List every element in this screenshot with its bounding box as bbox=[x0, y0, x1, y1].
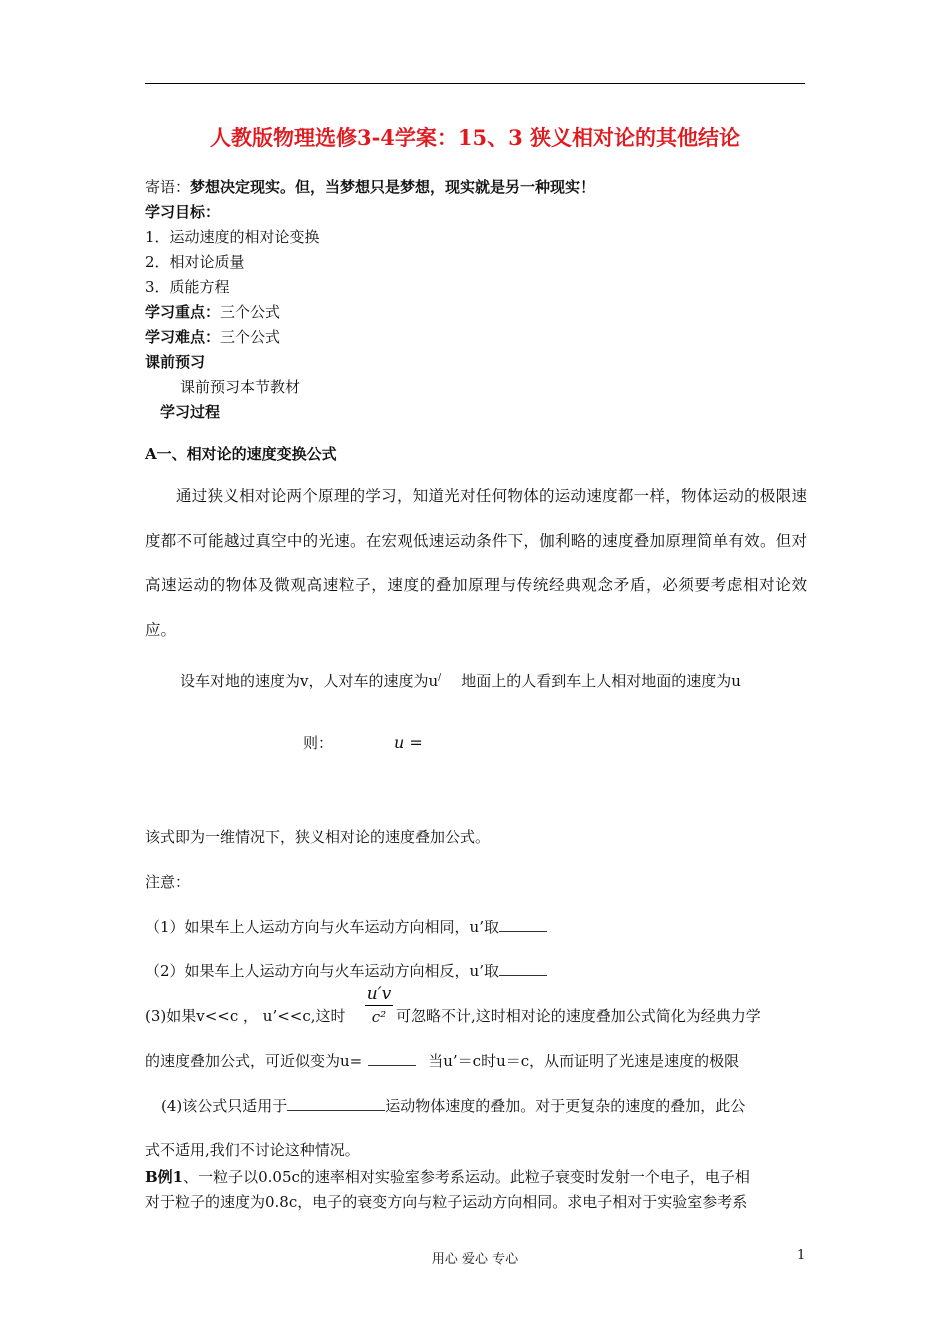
section-a-heading: A一、相对论的速度变换公式 bbox=[145, 445, 337, 463]
key-point-label: 学习重点： bbox=[145, 303, 221, 321]
preview-heading: 课前预习 bbox=[145, 353, 206, 371]
motto bbox=[145, 177, 595, 197]
example-label: B例1 bbox=[145, 1168, 184, 1186]
note-2 bbox=[145, 961, 547, 981]
answer-blank[interactable] bbox=[499, 917, 547, 932]
note-4-b: 运动物体速度的叠加。对于更复杂的速度的叠加，此公 bbox=[385, 1097, 746, 1115]
fraction-uv-over-c2 bbox=[365, 984, 393, 1026]
note-3-line2-b: 当u’＝c时u＝c，从而证明了光速是速度的极限 bbox=[428, 1052, 740, 1070]
note-1 bbox=[145, 917, 547, 937]
difficulty-text: 三个公式 bbox=[220, 328, 281, 346]
setup-line bbox=[180, 668, 741, 691]
example-line-2: 对于粒子的速度为0.8c，电子的衰变方向与粒子运动方向相同。求电子相对于实验室参考系 bbox=[145, 1193, 748, 1211]
goal-item: 3．质能方程 bbox=[145, 278, 230, 296]
note-2-text: （2）如果车上人运动方向与火车运动方向相反，u’取 bbox=[145, 962, 499, 980]
note-3-part1: (3)如果v<<c ， u’<<c,这时 bbox=[145, 1007, 346, 1025]
note-3-part2: 可忽略不计,这时相对论的速度叠加公式简化为经典力学 bbox=[396, 1007, 761, 1025]
preview-text: 课前预习本节教材 bbox=[180, 378, 301, 396]
note-3-line2 bbox=[145, 1051, 739, 1071]
note-4-line2: 式不适用,我们不讨论这种情况。 bbox=[145, 1141, 360, 1159]
formula-lhs: u = bbox=[394, 733, 423, 752]
note-1-text: （1）如果车上人运动方向与火车运动方向相同，u’取 bbox=[145, 918, 499, 936]
page-number: 1 bbox=[797, 1248, 806, 1263]
example-text-1: 、一粒子以0.05c的速率相对实验室参考系运动。此粒子衰变时发射一个电子，电子相 bbox=[183, 1168, 750, 1186]
key-point-text: 三个公式 bbox=[220, 303, 281, 321]
example-line-1 bbox=[145, 1167, 750, 1187]
setup-part2: 地面上的人看到车上人相对地面的速度为u bbox=[461, 672, 741, 690]
footer-text: 用心 爱心 专心 bbox=[431, 1252, 519, 1267]
key-point bbox=[145, 302, 280, 322]
fraction-bar bbox=[365, 1005, 393, 1006]
page-title: 人教版物理选修3-4学案：15、3 狭义相对论的其他结论 bbox=[209, 125, 741, 150]
note-4-a: (4)该公式只适用于 bbox=[161, 1097, 288, 1115]
fraction-numerator: u′v bbox=[366, 984, 392, 1004]
then-label: 则： bbox=[303, 734, 334, 752]
answer-blank[interactable] bbox=[368, 1051, 416, 1066]
notes-heading: 注意： bbox=[145, 873, 191, 891]
fraction-denominator: c² bbox=[371, 1008, 387, 1026]
goal-item: 1．运动速度的相对论变换 bbox=[145, 228, 320, 246]
motto-label: 寄语： bbox=[145, 178, 191, 196]
process-heading: 学习过程 bbox=[160, 403, 221, 421]
header-rule bbox=[145, 83, 805, 84]
goals-heading: 学习目标： bbox=[145, 203, 221, 221]
section-a-paragraph: 通过狭义相对论两个原理的学习，知道光对任何物体的运动速度都一样，物体运动的极限速度都不可能越过真空中的光速。在宏观低速运动条件下，伽利略的速度叠加原理简单有效。但对高速运动的物体及微观高速粒子，速度的叠加原理与传统经典观念矛盾，必须要考虑相对论效应。 bbox=[145, 487, 807, 639]
setup-part1: 设车对地的速度为v，人对车的速度为u bbox=[180, 672, 439, 690]
difficulty-label: 学习难点： bbox=[145, 328, 221, 346]
goal-item: 2．相对论质量 bbox=[145, 253, 245, 271]
note-4 bbox=[161, 1096, 745, 1116]
difficulty bbox=[145, 327, 280, 347]
note-3-line2-a: 的速度叠加公式，可近似变为u= bbox=[145, 1052, 363, 1070]
summary: 该式即为一维情况下，狭义相对论的速度叠加公式。 bbox=[145, 828, 491, 846]
motto-text: 梦想决定现实。但，当梦想只是梦想，现实就是另一种现实！ bbox=[190, 178, 596, 196]
answer-blank[interactable] bbox=[499, 961, 547, 976]
answer-blank[interactable] bbox=[287, 1096, 385, 1111]
setup-prime: / bbox=[438, 673, 442, 683]
